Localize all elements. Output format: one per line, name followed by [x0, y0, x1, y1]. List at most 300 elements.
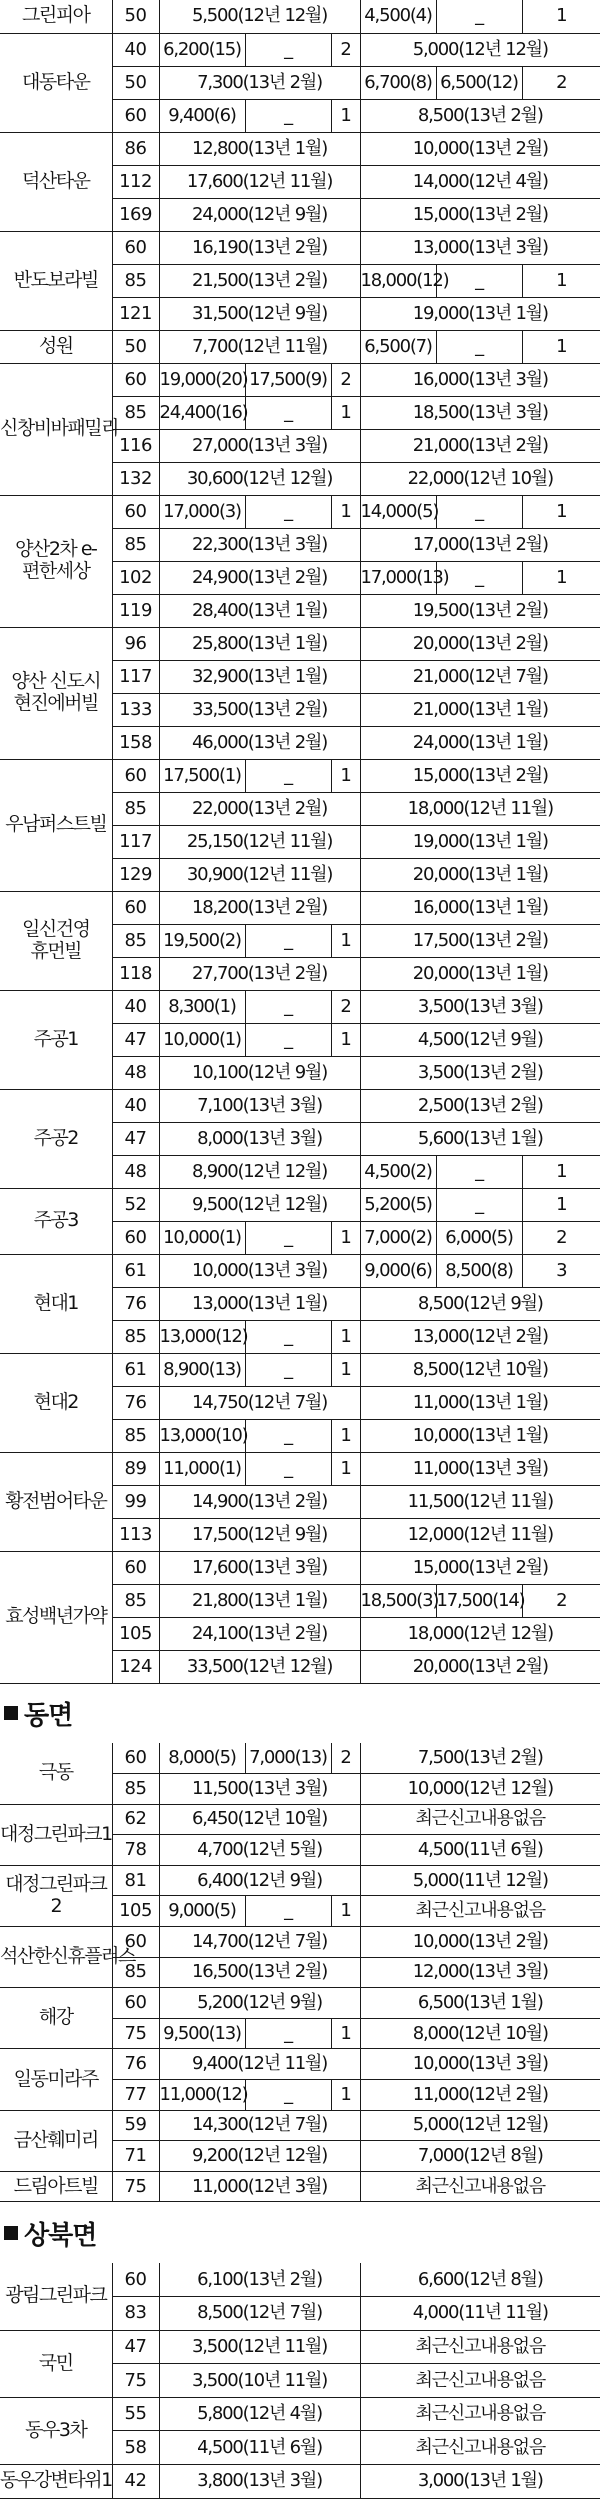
- sale-price: 4,700(12년 5월): [159, 1835, 360, 1866]
- complex-name: 주공1: [0, 990, 112, 1089]
- lease-price: 15,000(13년 2월): [360, 1551, 600, 1584]
- lease-price: 최근신고내용없음: [360, 1896, 600, 1927]
- sale-price-low: _: [245, 33, 331, 66]
- unit-size: 75: [112, 2018, 159, 2049]
- lease-price: 16,000(13년 3월): [360, 363, 600, 396]
- lease-price: 15,000(13년 2월): [360, 198, 600, 231]
- lease-price: 18,500(13년 3월): [360, 396, 600, 429]
- sale-price-high: 9,500(13): [159, 2018, 245, 2049]
- unit-size: 60: [112, 495, 159, 528]
- sale-price: 8,000(13년 3월): [159, 1122, 360, 1155]
- lease-price: 최근신고내용없음: [360, 2397, 600, 2431]
- complex-name: 그린피아: [0, 0, 112, 33]
- table-row: [0, 627, 600, 660]
- sale-price: 30,600(12년 12월): [159, 462, 360, 495]
- lease-price-high: 14,000(5): [360, 495, 436, 528]
- unit-size: 60: [112, 891, 159, 924]
- lease-count: 2: [522, 1221, 600, 1254]
- sale-price-low: _: [245, 1023, 331, 1056]
- section-header-dongmyeon: [0, 1683, 600, 1743]
- lease-count: 1: [522, 1188, 600, 1221]
- complex-name: 대동타운: [0, 33, 112, 132]
- lease-price: 5,000(11년 12월): [360, 1865, 600, 1896]
- sale-price: 24,000(12년 9월): [159, 198, 360, 231]
- sale-price-low: _: [245, 99, 331, 132]
- lease-price: 최근신고내용없음: [360, 2431, 600, 2465]
- lease-price: 5,000(12년 12월): [360, 2110, 600, 2141]
- sale-count: 1: [331, 99, 360, 132]
- unit-size: 60: [112, 1551, 159, 1584]
- complex-name: 주공3: [0, 1188, 112, 1254]
- sale-price: 14,300(12년 7월): [159, 2110, 360, 2141]
- lease-price-high: 9,000(6): [360, 1254, 436, 1287]
- lease-price-high: 18,000(12): [360, 264, 436, 297]
- sale-count: 1: [331, 1320, 360, 1353]
- sale-price: 17,500(12년 9월): [159, 1518, 360, 1551]
- unit-size: 59: [112, 2110, 159, 2141]
- sale-price: 16,500(13년 2월): [159, 1957, 360, 1988]
- sale-price-high: 8,000(5): [159, 1743, 245, 1774]
- unit-size: 40: [112, 990, 159, 1023]
- sale-price-high: 9,000(5): [159, 1896, 245, 1927]
- unit-size: 47: [112, 1122, 159, 1155]
- lease-price-high: 6,500(7): [360, 330, 436, 363]
- complex-name: 동우강변타위1: [0, 2465, 112, 2499]
- complex-name: 국민: [0, 2330, 112, 2397]
- lease-price: 3,500(13년 3월): [360, 990, 600, 1023]
- table-row: [0, 1353, 600, 1386]
- unit-size: 85: [112, 1774, 159, 1805]
- lease-price-low: 8,500(8): [436, 1254, 522, 1287]
- unit-size: 132: [112, 462, 159, 495]
- sale-price: 8,500(12년 7월): [159, 2297, 360, 2331]
- lease-price: 5,000(12년 12월): [360, 33, 600, 66]
- table-row: [0, 330, 600, 363]
- unit-size: 47: [112, 1023, 159, 1056]
- complex-name: 대정그린파크1: [0, 1804, 112, 1865]
- unit-size: 76: [112, 1386, 159, 1419]
- sale-count: 1: [331, 924, 360, 957]
- sale-price: 31,500(12년 9월): [159, 297, 360, 330]
- sale-price-high: 13,000(12): [159, 1320, 245, 1353]
- unit-size: 76: [112, 2049, 159, 2080]
- lease-price: 21,000(12년 7월): [360, 660, 600, 693]
- unit-size: 129: [112, 858, 159, 891]
- unit-size: 121: [112, 297, 159, 330]
- sale-price: 25,150(12년 11월): [159, 825, 360, 858]
- lease-price: 10,000(12년 12월): [360, 1774, 600, 1805]
- unit-size: 96: [112, 627, 159, 660]
- lease-price: 19,500(13년 2월): [360, 594, 600, 627]
- unit-size: 60: [112, 2263, 159, 2297]
- table-row: [0, 891, 600, 924]
- sale-count: 1: [331, 2018, 360, 2049]
- sale-price: 6,100(13년 2월): [159, 2263, 360, 2297]
- lease-price-low: _: [436, 264, 522, 297]
- sale-price-high: 17,000(3): [159, 495, 245, 528]
- lease-price: 20,000(13년 1월): [360, 957, 600, 990]
- lease-price: 16,000(13년 1월): [360, 891, 600, 924]
- table-row: [0, 1988, 600, 2019]
- unit-size: 85: [112, 396, 159, 429]
- unit-size: 117: [112, 825, 159, 858]
- table-row: [0, 1551, 600, 1584]
- lease-price: 17,500(13년 2월): [360, 924, 600, 957]
- sale-price: 18,200(13년 2월): [159, 891, 360, 924]
- sale-price-low: _: [245, 1419, 331, 1452]
- unit-size: 40: [112, 1089, 159, 1122]
- table-row: [0, 0, 600, 33]
- table-row: [0, 231, 600, 264]
- unit-size: 158: [112, 726, 159, 759]
- unit-size: 61: [112, 1254, 159, 1287]
- table-row: [0, 495, 600, 528]
- sale-price: 12,800(13년 1월): [159, 132, 360, 165]
- sale-count: 1: [331, 1023, 360, 1056]
- sale-count: 2: [331, 1743, 360, 1774]
- sale-price: 7,700(12년 11월): [159, 330, 360, 363]
- table-row: [0, 1743, 600, 1774]
- sale-price-high: 10,000(1): [159, 1023, 245, 1056]
- lease-price: 4,500(11년 6월): [360, 1835, 600, 1866]
- unit-size: 48: [112, 1056, 159, 1089]
- lease-price: 11,000(13년 3월): [360, 1452, 600, 1485]
- lease-price: 최근신고내용없음: [360, 2330, 600, 2364]
- lease-count: 1: [522, 495, 600, 528]
- complex-name: 양산2차 e-편한세상: [0, 495, 112, 627]
- lease-price: 7,000(12년 8월): [360, 2141, 600, 2172]
- sale-price: 11,000(12년 3월): [159, 2171, 360, 2202]
- sale-price-low: _: [245, 2080, 331, 2111]
- lease-price: 18,000(12년 12월): [360, 1617, 600, 1650]
- unit-size: 61: [112, 1353, 159, 1386]
- unit-size: 62: [112, 1804, 159, 1835]
- square-bullet-icon: [4, 2226, 18, 2240]
- complex-name: 주공2: [0, 1089, 112, 1188]
- unit-size: 105: [112, 1896, 159, 1927]
- complex-name: 현대1: [0, 1254, 112, 1353]
- sale-price: 3,800(13년 3월): [159, 2465, 360, 2499]
- table-row: [0, 2330, 600, 2364]
- lease-price: 최근신고내용없음: [360, 1804, 600, 1835]
- complex-name: 성원: [0, 330, 112, 363]
- unit-size: 116: [112, 429, 159, 462]
- lease-price: 4,500(12년 9월): [360, 1023, 600, 1056]
- sale-count: 2: [331, 990, 360, 1023]
- unit-size: 60: [112, 1988, 159, 2019]
- lease-price-high: 4,500(4): [360, 0, 436, 33]
- sale-price-high: 13,000(10): [159, 1419, 245, 1452]
- sale-price-low: _: [245, 1353, 331, 1386]
- lease-price: 11,000(12년 2월): [360, 2080, 600, 2111]
- lease-price: 10,000(13년 2월): [360, 1927, 600, 1958]
- complex-name: 드림아트빌: [0, 2171, 112, 2202]
- lease-price: 4,000(11년 11월): [360, 2297, 600, 2331]
- complex-name: 효성백년가약: [0, 1551, 112, 1683]
- unit-size: 52: [112, 1188, 159, 1221]
- unit-size: 60: [112, 1927, 159, 1958]
- sale-price: 28,400(13년 1월): [159, 594, 360, 627]
- sale-price-low: _: [245, 1320, 331, 1353]
- unit-size: 47: [112, 2330, 159, 2364]
- sale-price: 5,800(12년 4월): [159, 2397, 360, 2431]
- unit-size: 75: [112, 2171, 159, 2202]
- sale-price-low: _: [245, 924, 331, 957]
- unit-size: 86: [112, 132, 159, 165]
- lease-price: 19,000(13년 1월): [360, 297, 600, 330]
- sale-count: 1: [331, 396, 360, 429]
- lease-price-high: 6,700(8): [360, 66, 436, 99]
- unit-size: 77: [112, 2080, 159, 2111]
- complex-name: 일신건영 휴먼빌: [0, 891, 112, 990]
- sale-price: 6,400(12년 9월): [159, 1865, 360, 1896]
- table-row: [0, 2110, 600, 2141]
- sale-price: 22,300(13년 3월): [159, 528, 360, 561]
- unit-size: 118: [112, 957, 159, 990]
- table-row: [0, 2171, 600, 2202]
- sale-price-high: 8,900(13): [159, 1353, 245, 1386]
- sale-count: 1: [331, 1353, 360, 1386]
- lease-price: 22,000(12년 10월): [360, 462, 600, 495]
- table-row: [0, 1188, 600, 1221]
- sale-price: 25,800(13년 1월): [159, 627, 360, 660]
- unit-size: 60: [112, 1221, 159, 1254]
- sale-price: 5,500(12년 12월): [159, 0, 360, 33]
- sale-price-high: 19,000(20): [159, 363, 245, 396]
- lease-count: 1: [522, 0, 600, 33]
- unit-size: 117: [112, 660, 159, 693]
- square-bullet-icon: [4, 1706, 18, 1720]
- lease-price: 21,000(13년 1월): [360, 693, 600, 726]
- lease-price: 7,500(13년 2월): [360, 1743, 600, 1774]
- unit-size: 85: [112, 924, 159, 957]
- lease-count: 2: [522, 66, 600, 99]
- sale-price: 14,900(13년 2월): [159, 1485, 360, 1518]
- sale-price-high: 6,200(15): [159, 33, 245, 66]
- lease-price-high: 5,200(5): [360, 1188, 436, 1221]
- complex-name: 극동: [0, 1743, 112, 1804]
- table-row: [0, 2397, 600, 2431]
- unit-size: 85: [112, 1320, 159, 1353]
- unit-size: 58: [112, 2431, 159, 2465]
- lease-count: 1: [522, 1155, 600, 1188]
- unit-size: 85: [112, 792, 159, 825]
- sale-price-high: 11,000(12): [159, 2080, 245, 2111]
- lease-price: 21,000(13년 2월): [360, 429, 600, 462]
- sale-count: 1: [331, 1452, 360, 1485]
- lease-price-low: _: [436, 0, 522, 33]
- sale-price: 7,300(13년 2월): [159, 66, 360, 99]
- lease-price: 10,000(13년 2월): [360, 132, 600, 165]
- sale-price: 14,700(12년 7월): [159, 1927, 360, 1958]
- sale-price: 24,900(13년 2월): [159, 561, 360, 594]
- lease-price: 14,000(12년 4월): [360, 165, 600, 198]
- lease-price-low: _: [436, 330, 522, 363]
- complex-name: 금산훼미리: [0, 2110, 112, 2171]
- lease-price: 12,000(12년 11월): [360, 1518, 600, 1551]
- sale-count: 1: [331, 1896, 360, 1927]
- section-header-sangbukmyeon: [0, 2203, 600, 2263]
- unit-size: 133: [112, 693, 159, 726]
- lease-price: 11,500(12년 11월): [360, 1485, 600, 1518]
- unit-size: 102: [112, 561, 159, 594]
- sale-price: 8,900(12년 12월): [159, 1155, 360, 1188]
- lease-count: 1: [522, 330, 600, 363]
- table-row: [0, 1927, 600, 1958]
- sale-price-low: _: [245, 2018, 331, 2049]
- unit-size: 60: [112, 99, 159, 132]
- unit-size: 55: [112, 2397, 159, 2431]
- unit-size: 113: [112, 1518, 159, 1551]
- lease-count: 3: [522, 1254, 600, 1287]
- sale-price-low: _: [245, 990, 331, 1023]
- sale-price-high: 17,500(1): [159, 759, 245, 792]
- lease-price-low: 6,500(12): [436, 66, 522, 99]
- lease-price: 13,000(12년 2월): [360, 1320, 600, 1353]
- unit-size: 99: [112, 1485, 159, 1518]
- lease-price: 최근신고내용없음: [360, 2364, 600, 2398]
- unit-size: 60: [112, 231, 159, 264]
- lease-price: 3,500(13년 2월): [360, 1056, 600, 1089]
- sale-count: 1: [331, 1419, 360, 1452]
- sale-price: 9,500(12년 12월): [159, 1188, 360, 1221]
- lease-price: 20,000(13년 2월): [360, 627, 600, 660]
- lease-price-high: 17,000(13): [360, 561, 436, 594]
- unit-size: 78: [112, 1835, 159, 1866]
- unit-size: 75: [112, 2364, 159, 2398]
- sale-price: 27,000(13년 3월): [159, 429, 360, 462]
- complex-name: 대정그린파크 2: [0, 1865, 112, 1926]
- listing-table: [0, 2263, 600, 2499]
- lease-price: 8,500(12년 9월): [360, 1287, 600, 1320]
- sale-price: 6,450(12년 10월): [159, 1804, 360, 1835]
- complex-name: 현대2: [0, 1353, 112, 1452]
- sale-price: 46,000(13년 2월): [159, 726, 360, 759]
- unit-size: 42: [112, 2465, 159, 2499]
- unit-size: 50: [112, 330, 159, 363]
- lease-price-low: _: [436, 1188, 522, 1221]
- sale-price: 3,500(12년 11월): [159, 2330, 360, 2364]
- sale-price: 27,700(13년 2월): [159, 957, 360, 990]
- sale-count: 1: [331, 1221, 360, 1254]
- unit-size: 71: [112, 2141, 159, 2172]
- sale-price: 33,500(13년 2월): [159, 693, 360, 726]
- sale-price: 21,500(13년 2월): [159, 264, 360, 297]
- sale-price-high: 9,400(6): [159, 99, 245, 132]
- lease-price: 8,000(12년 10월): [360, 2018, 600, 2049]
- sale-count: 2: [331, 363, 360, 396]
- unit-size: 112: [112, 165, 159, 198]
- unit-size: 89: [112, 1452, 159, 1485]
- lease-price: 13,000(13년 3월): [360, 231, 600, 264]
- lease-price-high: 4,500(2): [360, 1155, 436, 1188]
- sale-price: 16,190(13년 2월): [159, 231, 360, 264]
- complex-name: 일동미라주: [0, 2049, 112, 2110]
- unit-size: 40: [112, 33, 159, 66]
- table-row: [0, 759, 600, 792]
- lease-price: 19,000(13년 1월): [360, 825, 600, 858]
- lease-price: 20,000(13년 2월): [360, 1650, 600, 1683]
- table-row: [0, 132, 600, 165]
- lease-price-low: _: [436, 495, 522, 528]
- sale-count: 1: [331, 2080, 360, 2111]
- complex-name: 해강: [0, 1988, 112, 2049]
- unit-size: 105: [112, 1617, 159, 1650]
- complex-name: 광림그린파크: [0, 2263, 112, 2330]
- sale-count: 2: [331, 33, 360, 66]
- sale-price: 11,500(13년 3월): [159, 1774, 360, 1805]
- complex-name: 우남퍼스트빌: [0, 759, 112, 891]
- sale-price-high: 8,300(1): [159, 990, 245, 1023]
- lease-price: 12,000(13년 3월): [360, 1957, 600, 1988]
- unit-size: 60: [112, 363, 159, 396]
- unit-size: 50: [112, 0, 159, 33]
- lease-price: 8,500(13년 2월): [360, 99, 600, 132]
- sale-price-high: 10,000(1): [159, 1221, 245, 1254]
- sale-price-low: 17,500(9): [245, 363, 331, 396]
- sale-count: 1: [331, 495, 360, 528]
- lease-price: 15,000(13년 2월): [360, 759, 600, 792]
- sale-price: 17,600(13년 3월): [159, 1551, 360, 1584]
- complex-name: 동우3차: [0, 2397, 112, 2464]
- lease-price: 2,500(13년 2월): [360, 1089, 600, 1122]
- lease-price: 24,000(13년 1월): [360, 726, 600, 759]
- unit-size: 85: [112, 1957, 159, 1988]
- sale-price: 24,100(13년 2월): [159, 1617, 360, 1650]
- lease-price-low: _: [436, 561, 522, 594]
- sale-price-low: _: [245, 1452, 331, 1485]
- lease-price: 20,000(13년 1월): [360, 858, 600, 891]
- sale-price-low: _: [245, 495, 331, 528]
- complex-name: 반도보라빌: [0, 231, 112, 330]
- sale-price: 9,400(12년 11월): [159, 2049, 360, 2080]
- sale-price: 7,100(13년 3월): [159, 1089, 360, 1122]
- unit-size: 60: [112, 759, 159, 792]
- lease-price: 17,000(13년 2월): [360, 528, 600, 561]
- lease-price: 6,600(12년 8월): [360, 2263, 600, 2297]
- lease-count: 2: [522, 1584, 600, 1617]
- complex-name: 석산한신휴플러스: [0, 1927, 112, 1988]
- lease-price: 3,000(13년 1월): [360, 2465, 600, 2499]
- section-title: 동면: [24, 1700, 73, 1731]
- lease-price-low: _: [436, 1155, 522, 1188]
- sale-price-low: _: [245, 759, 331, 792]
- unit-size: 60: [112, 1743, 159, 1774]
- sale-price: 13,000(13년 1월): [159, 1287, 360, 1320]
- complex-name: 황전범어타운: [0, 1452, 112, 1551]
- unit-size: 76: [112, 1287, 159, 1320]
- unit-size: 83: [112, 2297, 159, 2331]
- sale-price: 10,100(12년 9월): [159, 1056, 360, 1089]
- sale-price: 9,200(12년 12월): [159, 2141, 360, 2172]
- table-row: [0, 1804, 600, 1835]
- complex-name: 덕산타운: [0, 132, 112, 231]
- lease-price: 5,600(13년 1월): [360, 1122, 600, 1155]
- sale-price-low: 7,000(13): [245, 1743, 331, 1774]
- table-row: [0, 363, 600, 396]
- sale-price-low: _: [245, 396, 331, 429]
- sale-price: 3,500(10년 11월): [159, 2364, 360, 2398]
- lease-price: 10,000(13년 3월): [360, 2049, 600, 2080]
- table-row: [0, 1865, 600, 1896]
- lease-price: 18,000(12년 11월): [360, 792, 600, 825]
- lease-price: 11,000(13년 1월): [360, 1386, 600, 1419]
- lease-price: 6,500(13년 1월): [360, 1988, 600, 2019]
- sale-price: 30,900(12년 11월): [159, 858, 360, 891]
- lease-price: 8,500(12년 10월): [360, 1353, 600, 1386]
- table-row: [0, 990, 600, 1023]
- table-row: [0, 1452, 600, 1485]
